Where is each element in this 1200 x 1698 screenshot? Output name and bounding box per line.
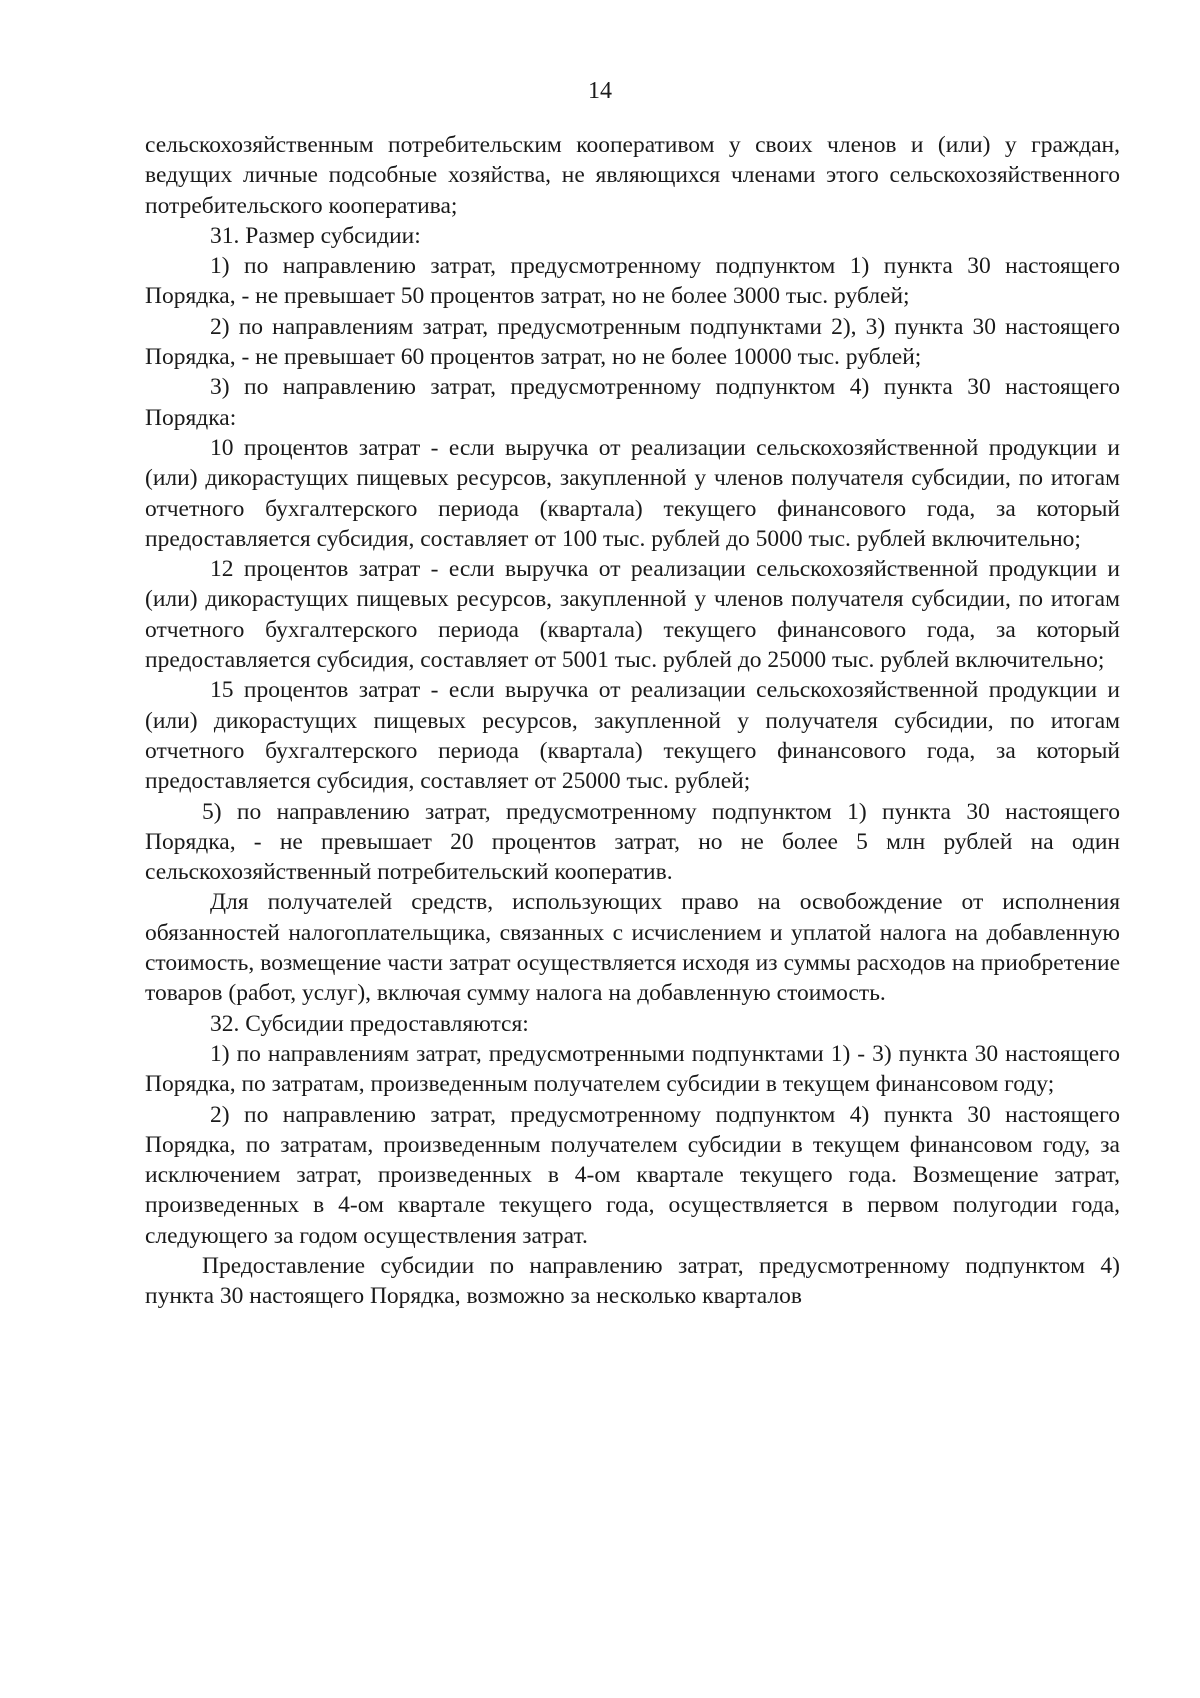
document-body bbox=[145, 130, 1120, 1312]
paragraph: сельскохозяйственным потребительским кооперативом у своих членов и (или) у граждан, ведущих личные подсобные хозяйства, не являющихся членами этого сельскохозяйственного потребительского кооператива; bbox=[145, 132, 1120, 219]
paragraph: 12 процентов затрат - если выручка от реализации сельскохозяйственной продукции и (или) дикорастущих пищевых ресурсов, закупленной у членов получателя субсидии, по итогам отчетного бухгалтерского периода (квартала) текущего финансового года, за который предоставляется субсидия, составляет от 5001 тыс. рублей до 25000 тыс. рублей включительно; bbox=[145, 556, 1120, 674]
paragraph: Предоставление субсидии по направлению затрат, предусмотренному подпунктом 4) пункта 30 настоящего Порядка, возможно за несколько кварталов bbox=[145, 1252, 1120, 1310]
paragraph: 1) по направлению затрат, предусмотренному подпунктом 1) пункта 30 настоящего Порядка, - не превышает 50 процентов затрат, но не более 3000 тыс. рублей; bbox=[145, 253, 1120, 310]
paragraph: 3) по направлению затрат, предусмотренному подпунктом 4) пункта 30 настоящего Порядка: bbox=[145, 374, 1120, 431]
paragraph: 5) по направлению затрат, предусмотренному подпунктом 1) пункта 30 настоящего Порядка, - не превышает 20 процентов затрат, но не более 5 млн рублей на один сельскохозяйственный потребительский кооператив. bbox=[145, 798, 1120, 886]
paragraph: 2) по направлению затрат, предусмотренному подпунктом 4) пункта 30 настоящего Порядка, по затратам, произведенным получателем субсидии в текущем финансовом году, за исключением затрат, произведенных в 4-ом квартале текущего года. Возмещение затрат, произведенных в 4-ом квартале текущего года, осуществляется в первом полугодии года, следующего за годом осуществления затрат. bbox=[145, 1101, 1120, 1249]
paragraph: 1) по направлениям затрат, предусмотренными подпунктами 1) - 3) пункта 30 настоящего Порядка, по затратам, произведенным получателем субсидии в текущем финансовом году; bbox=[145, 1040, 1120, 1098]
page-number: 14 bbox=[588, 78, 612, 104]
paragraph: 32. Субсидии предоставляются: bbox=[210, 1010, 529, 1037]
paragraph: Для получателей средств, использующих право на освобождение от исполнения обязанностей налогоплательщика, связанных с исчислением и уплатой налога на добавленную стоимость, возмещение части затрат осуществляется исходя из суммы расходов на приобретение товаров (работ, услуг), включая сумму налога на добавленную стоимость. bbox=[145, 889, 1120, 1007]
paragraph: 31. Размер субсидии: bbox=[210, 222, 421, 249]
paragraph: 15 процентов затрат - если выручка от реализации сельскохозяйственной продукции и (или) дикорастущих пищевых ресурсов, закупленной у получателя субсидии, по итогам отчетного бухгалтерского периода (квартала) текущего финансового года, за который предоставляется субсидия, составляет от 25000 тыс. рублей; bbox=[145, 677, 1120, 795]
paragraph: 2) по направлениям затрат, предусмотренным подпунктами 2), 3) пункта 30 настоящего Порядка, - не превышает 60 процентов затрат, но не более 10000 тыс. рублей; bbox=[145, 313, 1120, 371]
paragraph: 10 процентов затрат - если выручка от реализации сельскохозяйственной продукции и (или) дикорастущих пищевых ресурсов, закупленной у членов получателя субсидии, по итогам отчетного бухгалтерского периода (квартала) текущего финансового года, за который предоставляется субсидия, составляет от 100 тыс. рублей до 5000 тыс. рублей включительно; bbox=[145, 434, 1120, 552]
